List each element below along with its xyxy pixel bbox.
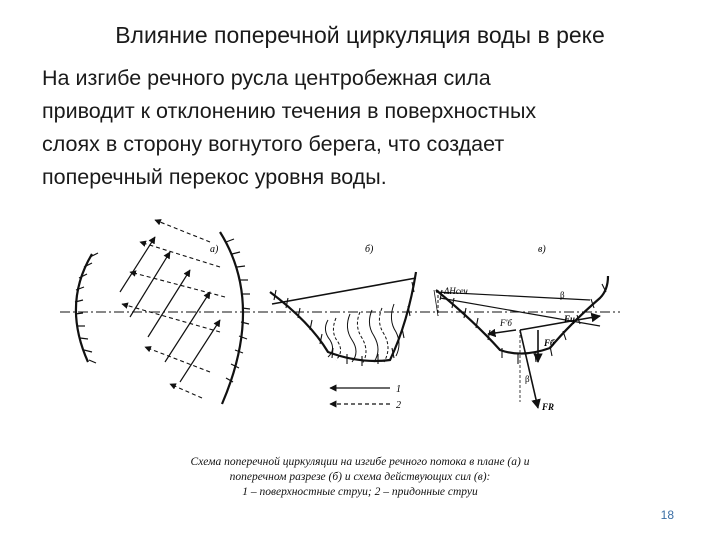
circulation-lines xyxy=(325,304,399,362)
figure-caption xyxy=(130,455,590,500)
resultant-force-arrow xyxy=(520,330,538,408)
surface-current-arrows xyxy=(120,237,220,382)
caption-line: Схема поперечной циркуляции на изгибе речного потока в плане (а) и xyxy=(190,456,530,468)
label-f-resultant: FR xyxy=(542,402,555,412)
body-line: На изгибе речного русла центробежная сила xyxy=(42,66,491,90)
inclined-water-surface xyxy=(272,278,416,304)
circulation-diagram xyxy=(60,212,640,450)
body-line: приводит к отклонению течения в поверхностных xyxy=(42,99,537,123)
label-f-centrifugal: Fц xyxy=(564,314,576,324)
label-f-pressure: Fб xyxy=(544,338,555,348)
label-beta-bottom: β xyxy=(525,374,530,384)
channel-bed xyxy=(270,272,416,361)
slide-title: Влияние поперечной циркуляция воды в реке xyxy=(115,22,605,48)
bed-hatching xyxy=(274,282,414,366)
panel-label-c: в) xyxy=(538,244,546,255)
body-line: слоях в сторону вогнутого берега, что создает xyxy=(42,132,505,156)
panel-c-force-scheme xyxy=(434,244,608,412)
label-f-pressure-prime: F'б xyxy=(500,318,512,328)
label-delta-h: ΔHсеч xyxy=(444,286,468,296)
centrifugal-force-arrow xyxy=(520,316,600,330)
panel-b-cross-section xyxy=(270,244,416,411)
right-bank-hatching xyxy=(226,239,250,382)
slide-number: 18 xyxy=(660,508,674,522)
panel-a-plan-view xyxy=(60,220,620,404)
legend xyxy=(330,384,401,411)
right-bank-line xyxy=(220,232,243,404)
caption-line: 1 – поверхностные струи; 2 – придонные струи xyxy=(242,486,478,498)
caption-line: поперечном разрезе (б) и схема действующих сил (в): xyxy=(229,471,491,483)
body-line: поперечный перекос уровня воды. xyxy=(42,165,387,189)
left-bank-line xyxy=(76,254,92,362)
label-beta-top: β xyxy=(560,290,565,300)
body-text xyxy=(42,62,672,194)
pressure-force-arrow xyxy=(488,330,516,334)
legend-label-2: 2 xyxy=(396,400,401,411)
panel-label-b: б) xyxy=(365,244,374,255)
left-bank-hatching xyxy=(75,253,98,363)
panel-label-a: а) xyxy=(210,244,219,255)
legend-label-1: 1 xyxy=(396,384,401,395)
